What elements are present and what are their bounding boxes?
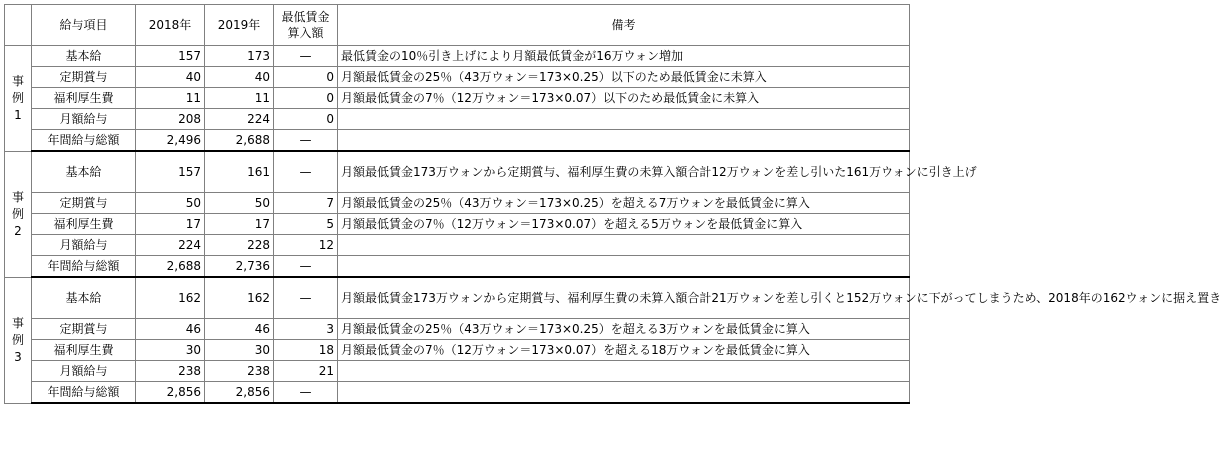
value-2019: 2,856 [205, 382, 274, 404]
table-row [5, 382, 910, 404]
case-label-cell [5, 277, 32, 403]
remarks-text: 月額最低賃金の7％（12万ウォン＝173×0.07）を超える5万ウォンを最低賃金に算入 [338, 214, 910, 235]
value-2018: 30 [136, 340, 205, 361]
row-item-label: 月額給与 [32, 235, 136, 256]
row-item-label: 福利厚生費 [32, 214, 136, 235]
table-row [5, 193, 910, 214]
remarks-text: 最低賃金の10％引き上げにより月額最低賃金が16万ウォン増加 [338, 46, 910, 67]
value-2018: 2,856 [136, 382, 205, 404]
row-item-label: 定期賞与 [32, 319, 136, 340]
value-2019: 11 [205, 88, 274, 109]
min-wage-amount: — [274, 256, 338, 278]
value-2018: 17 [136, 214, 205, 235]
value-2018: 2,688 [136, 256, 205, 278]
table-row [5, 277, 910, 319]
value-2018: 208 [136, 109, 205, 130]
remarks-text [338, 109, 910, 130]
row-item-label: 定期賞与 [32, 67, 136, 88]
case-label: 事例3 [11, 315, 24, 364]
value-2018: 50 [136, 193, 205, 214]
value-2019: 228 [205, 235, 274, 256]
table-row [5, 67, 910, 88]
value-2019: 162 [205, 277, 274, 319]
min-wage-amount: 5 [274, 214, 338, 235]
remarks-text [338, 361, 910, 382]
case-label-cell [5, 151, 32, 277]
case-label-cell [5, 46, 32, 152]
min-wage-amount: 21 [274, 361, 338, 382]
row-item-label: 福利厚生費 [32, 88, 136, 109]
min-wage-amount: — [274, 382, 338, 404]
min-wage-amount: 3 [274, 319, 338, 340]
table-row [5, 361, 910, 382]
value-2019: 224 [205, 109, 274, 130]
value-2018: 162 [136, 277, 205, 319]
min-wage-amount: 0 [274, 67, 338, 88]
min-wage-amount: 7 [274, 193, 338, 214]
min-wage-amount: 18 [274, 340, 338, 361]
header-item: 給与項目 [32, 5, 136, 46]
remarks-text: 月額最低賃金の25％（43万ウォン＝173×0.25）を超える3万ウォンを最低賃金に算入 [338, 319, 910, 340]
value-2019: 173 [205, 46, 274, 67]
min-wage-amount: — [274, 151, 338, 193]
value-2018: 224 [136, 235, 205, 256]
row-item-label: 基本給 [32, 46, 136, 67]
table-row [5, 256, 910, 278]
table-row [5, 235, 910, 256]
row-item-label: 月額給与 [32, 361, 136, 382]
table-row [5, 319, 910, 340]
row-item-label: 定期賞与 [32, 193, 136, 214]
remarks-text: 月額最低賃金の25％（43万ウォン＝173×0.25）以下のため最低賃金に未算入 [338, 67, 910, 88]
value-2019: 2,736 [205, 256, 274, 278]
table-row [5, 130, 910, 152]
value-2019: 238 [205, 361, 274, 382]
row-item-label: 年間給与総額 [32, 130, 136, 152]
remarks-text [338, 256, 910, 278]
table-row [5, 151, 910, 193]
remarks-text [338, 382, 910, 404]
header-2019: 2019年 [205, 5, 274, 46]
table-row [5, 214, 910, 235]
remarks-text [338, 130, 910, 152]
remarks-text [338, 235, 910, 256]
value-2019: 17 [205, 214, 274, 235]
value-2018: 2,496 [136, 130, 205, 152]
header-corner [5, 5, 32, 46]
min-wage-amount: 0 [274, 88, 338, 109]
remarks-text: 月額最低賃金の7％（12万ウォン＝173×0.07）以下のため最低賃金に未算入 [338, 88, 910, 109]
header-2018: 2018年 [136, 5, 205, 46]
header-row [5, 5, 910, 46]
header-remarks: 備考 [338, 5, 910, 46]
min-wage-amount: — [274, 277, 338, 319]
value-2019: 30 [205, 340, 274, 361]
value-2018: 238 [136, 361, 205, 382]
remarks-text: 月額最低賃金173万ウォンから定期賞与、福利厚生費の未算入額合計12万ウォンを差し引いた161万ウォンに引き上げ [338, 151, 910, 193]
min-wage-amount: 12 [274, 235, 338, 256]
value-2018: 40 [136, 67, 205, 88]
value-2018: 11 [136, 88, 205, 109]
row-item-label: 福利厚生費 [32, 340, 136, 361]
value-2018: 157 [136, 46, 205, 67]
min-wage-amount: — [274, 130, 338, 152]
case-label: 事例2 [11, 189, 24, 238]
min-wage-amount: — [274, 46, 338, 67]
table-row [5, 88, 910, 109]
row-item-label: 年間給与総額 [32, 382, 136, 404]
value-2018: 157 [136, 151, 205, 193]
value-2019: 50 [205, 193, 274, 214]
min-wage-amount: 0 [274, 109, 338, 130]
table-row [5, 109, 910, 130]
value-2019: 40 [205, 67, 274, 88]
row-item-label: 基本給 [32, 277, 136, 319]
row-item-label: 年間給与総額 [32, 256, 136, 278]
value-2018: 46 [136, 319, 205, 340]
header-min-wage: 最低賃金算入額 [274, 5, 338, 46]
remarks-text: 月額最低賃金の7％（12万ウォン＝173×0.07）を超える18万ウォンを最低賃金に算入 [338, 340, 910, 361]
row-item-label: 月額給与 [32, 109, 136, 130]
case-label: 事例1 [11, 73, 24, 122]
wage-comparison-table [4, 4, 1221, 404]
value-2019: 161 [205, 151, 274, 193]
row-item-label: 基本給 [32, 151, 136, 193]
table-row [5, 340, 910, 361]
value-2019: 46 [205, 319, 274, 340]
value-2019: 2,688 [205, 130, 274, 152]
table-row [5, 46, 910, 67]
remarks-text: 月額最低賃金173万ウォンから定期賞与、福利厚生費の未算入額合計21万ウォンを差し引くと152万ウォンに下がってしまうため、2018年の162ウォンに据え置き [338, 277, 910, 319]
remarks-text: 月額最低賃金の25％（43万ウォン＝173×0.25）を超える7万ウォンを最低賃金に算入 [338, 193, 910, 214]
